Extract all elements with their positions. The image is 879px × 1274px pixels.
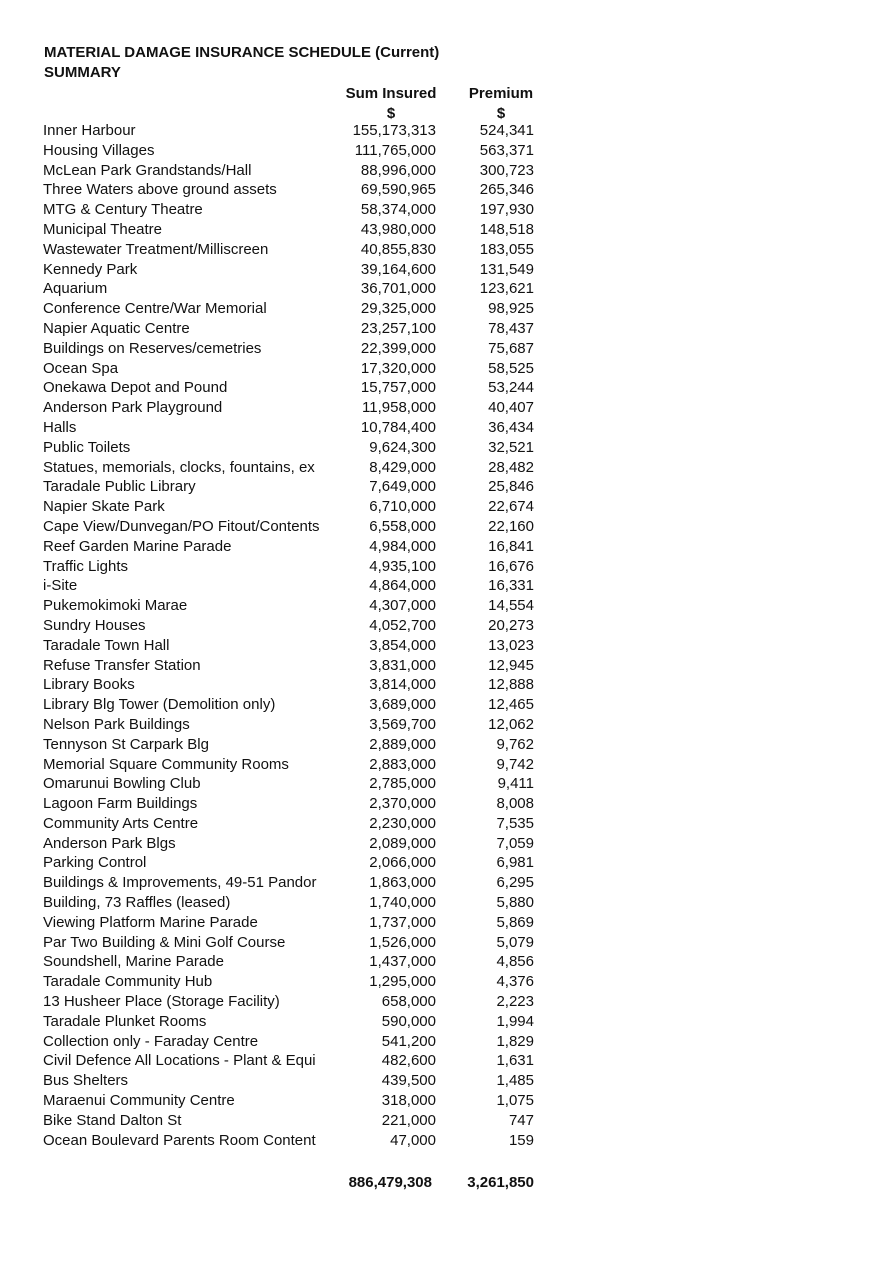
table-row [0, 715, 879, 735]
row-premium: 197,930 [479, 201, 534, 219]
row-sum-insured: 1,437,000 [369, 953, 436, 971]
table-row [0, 675, 879, 695]
row-sum-insured: 221,000 [381, 1111, 436, 1129]
table-row [0, 616, 879, 636]
row-premium: 5,869 [496, 913, 534, 931]
row-asset-name: Taradale Community Hub [43, 973, 213, 991]
table-row [0, 200, 879, 220]
row-sum-insured: 2,230,000 [369, 814, 436, 832]
table-row [0, 398, 879, 418]
row-sum-insured: 29,325,000 [360, 300, 436, 318]
table-row [0, 260, 879, 280]
row-premium: 123,621 [479, 280, 534, 298]
row-sum-insured: 88,996,000 [360, 161, 436, 179]
row-asset-name: Maraenui Community Centre [43, 1092, 235, 1110]
row-asset-name: Taradale Public Library [43, 478, 196, 496]
row-sum-insured: 17,320,000 [360, 359, 436, 377]
row-asset-name: Anderson Park Playground [43, 399, 223, 417]
row-sum-insured: 6,710,000 [369, 498, 436, 516]
row-asset-name: Ocean Boulevard Parents Room Content [43, 1131, 316, 1149]
row-sum-insured: 4,052,700 [369, 616, 436, 634]
row-sum-insured: 10,784,400 [360, 418, 436, 436]
row-asset-name: Community Arts Centre [43, 814, 199, 832]
table-row [0, 735, 879, 755]
row-premium: 25,846 [488, 478, 534, 496]
row-asset-name: Civil Defence All Locations - Plant & Equi [43, 1052, 316, 1070]
row-premium: 32,521 [488, 438, 534, 456]
row-premium: 6,295 [496, 874, 534, 892]
row-sum-insured: 9,624,300 [369, 438, 436, 456]
table-row [0, 834, 879, 854]
row-asset-name: Collection only - Faraday Centre [43, 1032, 259, 1050]
row-premium: 28,482 [488, 458, 534, 476]
row-asset-name: Library Blg Tower (Demolition only) [43, 696, 276, 714]
table-row [0, 1012, 879, 1032]
row-asset-name: Buildings on Reserves/cemetries [43, 339, 262, 357]
table-row [0, 873, 879, 893]
row-premium: 131,549 [479, 260, 534, 278]
row-asset-name: Inner Harbour [43, 122, 136, 139]
row-sum-insured: 1,737,000 [369, 913, 436, 931]
row-sum-insured: 36,701,000 [360, 280, 436, 298]
row-asset-name: Lagoon Farm Buildings [43, 795, 198, 813]
row-premium: 16,676 [488, 557, 534, 575]
row-asset-name: Public Toilets [43, 438, 131, 456]
row-premium: 1,075 [496, 1092, 534, 1110]
row-premium: 563,371 [479, 141, 534, 159]
row-asset-name: Reef Garden Marine Parade [43, 537, 232, 555]
table-row [0, 279, 879, 299]
row-premium: 1,829 [496, 1032, 534, 1050]
row-asset-name: Bus Shelters [43, 1072, 129, 1090]
row-premium: 98,925 [488, 300, 534, 318]
row-premium: 40,407 [488, 399, 534, 417]
row-premium: 14,554 [488, 597, 534, 615]
table-row [0, 497, 879, 517]
row-asset-name: Viewing Platform Marine Parade [43, 913, 258, 931]
row-premium: 13,023 [488, 636, 534, 654]
table-row [0, 1111, 879, 1131]
table-row [0, 952, 879, 972]
row-premium: 4,376 [496, 973, 534, 991]
table-row [0, 1091, 879, 1111]
table-row [0, 517, 879, 537]
table-row [0, 339, 879, 359]
table-row [0, 774, 879, 794]
table-row [0, 992, 879, 1012]
row-premium: 9,762 [496, 735, 534, 753]
row-premium: 524,341 [479, 122, 534, 139]
table-row [0, 299, 879, 319]
row-sum-insured: 39,164,600 [360, 260, 436, 278]
row-asset-name: Halls [43, 418, 77, 436]
row-asset-name: Napier Skate Park [43, 498, 165, 516]
row-premium: 6,981 [496, 854, 534, 872]
row-asset-name: Municipal Theatre [43, 220, 162, 238]
row-premium: 12,465 [488, 696, 534, 714]
schedule-subtitle: SUMMARY [44, 64, 121, 81]
total-sum-insured: 886,479,308 [348, 1174, 432, 1191]
row-asset-name: Library Books [43, 676, 135, 694]
table-row [0, 141, 879, 161]
row-asset-name: Housing Villages [43, 141, 155, 159]
row-sum-insured: 2,785,000 [369, 775, 436, 793]
row-asset-name: Onekawa Depot and Pound [43, 379, 228, 397]
row-asset-name: Kennedy Park [43, 260, 138, 278]
row-sum-insured: 4,935,100 [369, 557, 436, 575]
row-asset-name: Par Two Building & Mini Golf Course [43, 933, 286, 951]
table-row [0, 656, 879, 676]
row-asset-name: Refuse Transfer Station [43, 656, 201, 674]
schedule-table [0, 121, 879, 1150]
row-premium: 5,079 [496, 933, 534, 951]
row-premium: 22,674 [488, 498, 534, 516]
table-row [0, 972, 879, 992]
table-row [0, 537, 879, 557]
row-premium: 300,723 [479, 161, 534, 179]
table-row [0, 240, 879, 260]
schedule-title: MATERIAL DAMAGE INSURANCE SCHEDULE (Current) [44, 44, 440, 61]
table-row [0, 636, 879, 656]
row-asset-name: Cape View/Dunvegan/PO Fitout/Contents [43, 517, 320, 535]
row-asset-name: Ocean Spa [43, 359, 119, 377]
row-sum-insured: 7,649,000 [369, 478, 436, 496]
table-row [0, 180, 879, 200]
table-row [0, 458, 879, 478]
row-sum-insured: 3,569,700 [369, 715, 436, 733]
row-sum-insured: 1,526,000 [369, 933, 436, 951]
row-sum-insured: 155,173,313 [352, 122, 436, 139]
table-row [0, 161, 879, 181]
table-row [0, 438, 879, 458]
row-premium: 12,888 [488, 676, 534, 694]
row-asset-name: 13 Husheer Place (Storage Facility) [43, 993, 280, 1011]
row-sum-insured: 40,855,830 [360, 240, 436, 258]
table-row [0, 794, 879, 814]
total-premium: 3,261,850 [467, 1174, 534, 1191]
row-sum-insured: 4,984,000 [369, 537, 436, 555]
table-row [0, 933, 879, 953]
row-premium: 4,856 [496, 953, 534, 971]
row-asset-name: Memorial Square Community Rooms [43, 755, 289, 773]
row-premium: 747 [508, 1111, 534, 1129]
row-asset-name: Statues, memorials, clocks, fountains, ex [43, 458, 315, 476]
table-row [0, 1051, 879, 1071]
row-asset-name: Tennyson St Carpark Blg [43, 735, 209, 753]
row-asset-name: Taradale Plunket Rooms [43, 1012, 207, 1030]
row-asset-name: McLean Park Grandstands/Hall [43, 161, 252, 179]
row-sum-insured: 3,814,000 [369, 676, 436, 694]
row-sum-insured: 1,740,000 [369, 894, 436, 912]
row-sum-insured: 3,831,000 [369, 656, 436, 674]
row-premium: 36,434 [488, 418, 534, 436]
row-asset-name: Soundshell, Marine Parade [43, 953, 224, 971]
table-row [0, 557, 879, 577]
row-premium: 2,223 [496, 993, 534, 1011]
row-sum-insured: 4,864,000 [369, 577, 436, 595]
row-asset-name: Nelson Park Buildings [43, 715, 190, 733]
row-sum-insured: 439,500 [381, 1072, 436, 1090]
row-premium: 53,244 [488, 379, 534, 397]
row-asset-name: Aquarium [43, 280, 108, 298]
row-asset-name: Parking Control [43, 854, 147, 872]
row-premium: 8,008 [496, 795, 534, 813]
table-row [0, 814, 879, 834]
row-sum-insured: 6,558,000 [369, 517, 436, 535]
row-premium: 148,518 [479, 220, 534, 238]
row-premium: 1,631 [496, 1052, 534, 1070]
table-row [0, 576, 879, 596]
row-premium: 5,880 [496, 894, 534, 912]
row-sum-insured: 1,863,000 [369, 874, 436, 892]
row-premium: 7,059 [496, 834, 534, 852]
row-premium: 9,411 [497, 775, 534, 793]
table-row [0, 220, 879, 240]
totals-row [0, 1173, 879, 1193]
table-row [0, 913, 879, 933]
row-premium: 12,945 [488, 656, 534, 674]
row-sum-insured: 2,883,000 [369, 755, 436, 773]
row-asset-name: i-Site [43, 577, 78, 595]
table-row [0, 1032, 879, 1052]
row-sum-insured: 2,089,000 [369, 834, 436, 852]
row-asset-name: Anderson Park Blgs [43, 834, 176, 852]
row-premium: 159 [508, 1131, 534, 1149]
row-sum-insured: 482,600 [381, 1052, 436, 1070]
table-row [0, 319, 879, 339]
row-asset-name: Buildings & Improvements, 49-51 Pandor [43, 874, 317, 892]
row-sum-insured: 2,066,000 [369, 854, 436, 872]
table-row [0, 1131, 879, 1151]
row-premium: 22,160 [488, 517, 534, 535]
table-row [0, 755, 879, 775]
row-asset-name: Sundry Houses [43, 616, 146, 634]
row-sum-insured: 541,200 [381, 1032, 436, 1050]
row-premium: 16,331 [488, 577, 534, 595]
row-sum-insured: 22,399,000 [360, 339, 436, 357]
row-asset-name: Bike Stand Dalton St [43, 1111, 182, 1129]
row-premium: 265,346 [479, 181, 534, 199]
row-sum-insured: 4,307,000 [369, 597, 436, 615]
row-sum-insured: 318,000 [381, 1092, 436, 1110]
row-sum-insured: 111,765,000 [354, 141, 436, 159]
column-unit-sum-insured: $ [386, 105, 396, 122]
table-row [0, 1071, 879, 1091]
table-row [0, 596, 879, 616]
row-asset-name: MTG & Century Theatre [43, 201, 203, 219]
row-asset-name: Omarunui Bowling Club [43, 775, 201, 793]
row-sum-insured: 58,374,000 [360, 201, 436, 219]
row-asset-name: Napier Aquatic Centre [43, 319, 190, 337]
row-sum-insured: 658,000 [381, 993, 436, 1011]
row-sum-insured: 2,889,000 [369, 735, 436, 753]
table-row [0, 893, 879, 913]
row-asset-name: Pukemokimoki Marae [43, 597, 188, 615]
row-premium: 7,535 [496, 814, 534, 832]
table-row [0, 378, 879, 398]
row-sum-insured: 590,000 [381, 1012, 436, 1030]
row-asset-name: Building, 73 Raffles (leased) [43, 894, 231, 912]
row-premium: 75,687 [488, 339, 534, 357]
table-row [0, 695, 879, 715]
row-asset-name: Three Waters above ground assets [43, 181, 277, 199]
row-sum-insured: 23,257,100 [360, 319, 436, 337]
table-row [0, 418, 879, 438]
row-asset-name: Conference Centre/War Memorial [43, 300, 267, 318]
row-sum-insured: 3,689,000 [369, 696, 436, 714]
row-sum-insured: 43,980,000 [360, 220, 436, 238]
table-row [0, 477, 879, 497]
row-sum-insured: 3,854,000 [369, 636, 436, 654]
row-sum-insured: 47,000 [390, 1131, 436, 1149]
row-premium: 20,273 [488, 616, 534, 634]
table-row [0, 121, 879, 141]
row-sum-insured: 11,958,000 [362, 399, 436, 417]
row-premium: 16,841 [488, 537, 534, 555]
row-premium: 58,525 [488, 359, 534, 377]
row-sum-insured: 15,757,000 [360, 379, 436, 397]
row-asset-name: Wastewater Treatment/Milliscreen [43, 240, 269, 258]
row-premium: 1,994 [496, 1012, 534, 1030]
row-premium: 9,742 [496, 755, 534, 773]
column-unit-premium: $ [496, 105, 506, 122]
column-header-premium: Premium [468, 85, 534, 102]
row-sum-insured: 2,370,000 [369, 795, 436, 813]
table-row [0, 853, 879, 873]
row-premium: 183,055 [479, 240, 534, 258]
row-sum-insured: 1,295,000 [369, 973, 436, 991]
row-sum-insured: 8,429,000 [369, 458, 436, 476]
table-row [0, 359, 879, 379]
row-sum-insured: 69,590,965 [360, 181, 436, 199]
row-premium: 12,062 [488, 715, 534, 733]
row-asset-name: Taradale Town Hall [43, 636, 170, 654]
column-header-sum-insured: Sum Insured [345, 85, 437, 102]
row-premium: 78,437 [488, 319, 534, 337]
row-asset-name: Traffic Lights [43, 557, 129, 575]
row-premium: 1,485 [496, 1072, 534, 1090]
